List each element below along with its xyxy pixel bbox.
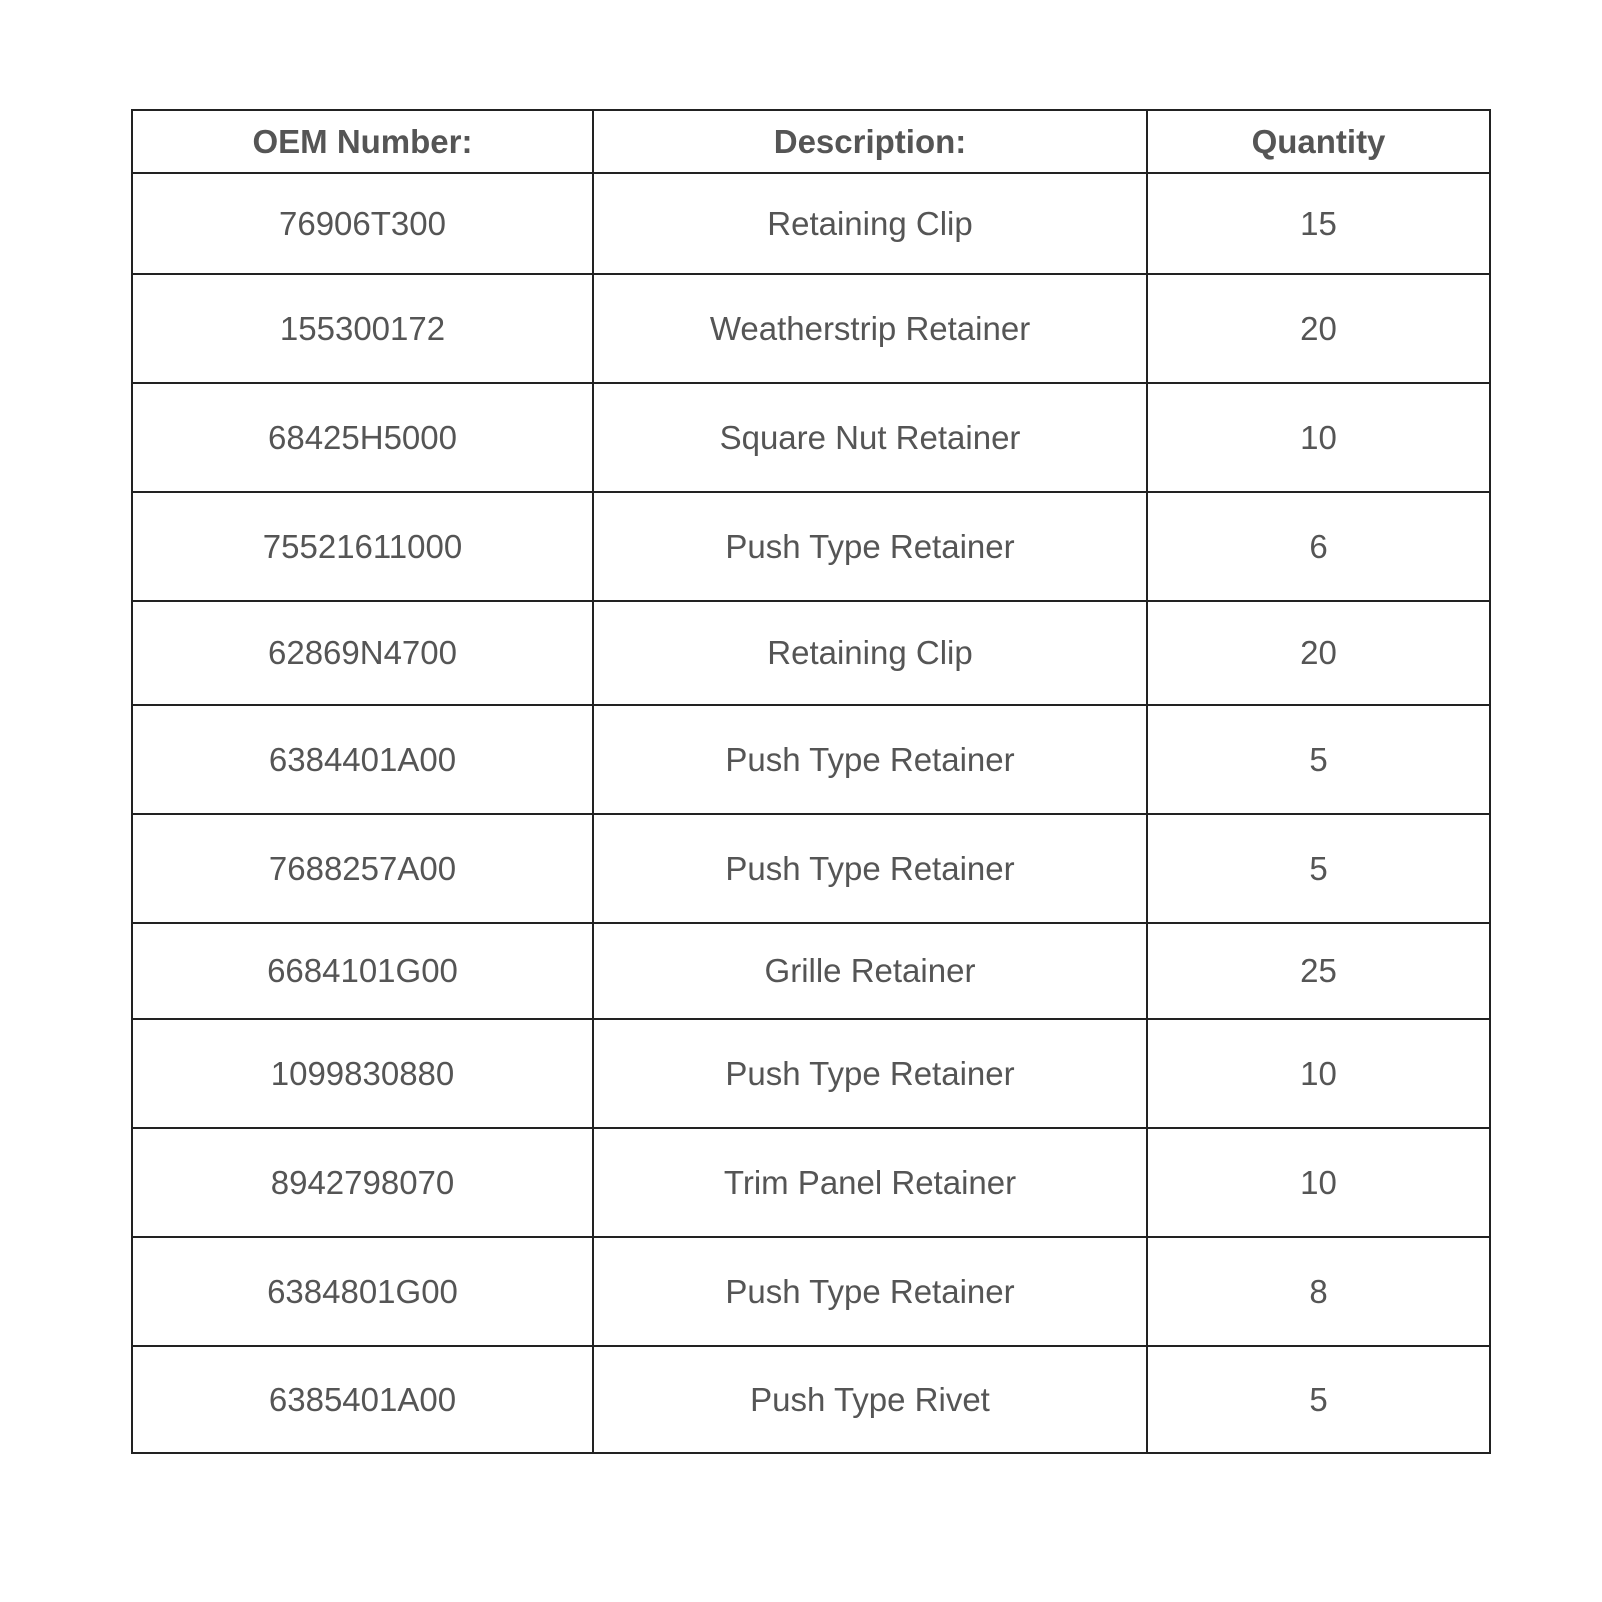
quantity-cell: 15 (1147, 173, 1490, 274)
description-cell: Retaining Clip (593, 601, 1147, 705)
oem-number-cell: 1099830880 (132, 1019, 593, 1128)
description-cell: Retaining Clip (593, 173, 1147, 274)
description-cell: Push Type Rivet (593, 1346, 1147, 1453)
header-oem-number: OEM Number: (132, 110, 593, 173)
oem-number-cell: 68425H5000 (132, 383, 593, 492)
oem-number-cell: 62869N4700 (132, 601, 593, 705)
description-cell: Square Nut Retainer (593, 383, 1147, 492)
oem-number-cell: 6384801G00 (132, 1237, 593, 1346)
oem-number-cell: 75521611000 (132, 492, 593, 601)
quantity-cell: 10 (1147, 1128, 1490, 1237)
table-body (132, 173, 1490, 1453)
parts-table (131, 109, 1491, 1454)
table-row (132, 274, 1490, 383)
description-cell: Trim Panel Retainer (593, 1128, 1147, 1237)
description-cell: Push Type Retainer (593, 492, 1147, 601)
quantity-cell: 6 (1147, 492, 1490, 601)
quantity-cell: 20 (1147, 274, 1490, 383)
table-row (132, 492, 1490, 601)
description-cell: Grille Retainer (593, 923, 1147, 1019)
table-row (132, 1019, 1490, 1128)
table-row (132, 705, 1490, 814)
table-row (132, 1346, 1490, 1453)
oem-number-cell: 155300172 (132, 274, 593, 383)
table-row (132, 1128, 1490, 1237)
table-row (132, 601, 1490, 705)
quantity-cell: 25 (1147, 923, 1490, 1019)
quantity-cell: 5 (1147, 705, 1490, 814)
table-row (132, 814, 1490, 923)
description-cell: Push Type Retainer (593, 705, 1147, 814)
description-cell: Push Type Retainer (593, 1237, 1147, 1346)
quantity-cell: 5 (1147, 1346, 1490, 1453)
table-row (132, 383, 1490, 492)
oem-number-cell: 7688257A00 (132, 814, 593, 923)
description-cell: Weatherstrip Retainer (593, 274, 1147, 383)
description-cell: Push Type Retainer (593, 1019, 1147, 1128)
oem-number-cell: 6384401A00 (132, 705, 593, 814)
table-row (132, 173, 1490, 274)
oem-number-cell: 6385401A00 (132, 1346, 593, 1453)
description-cell: Push Type Retainer (593, 814, 1147, 923)
table-row (132, 923, 1490, 1019)
oem-number-cell: 76906T300 (132, 173, 593, 274)
quantity-cell: 10 (1147, 383, 1490, 492)
header-quantity: Quantity (1147, 110, 1490, 173)
quantity-cell: 5 (1147, 814, 1490, 923)
header-row (132, 110, 1490, 173)
oem-number-cell: 6684101G00 (132, 923, 593, 1019)
quantity-cell: 20 (1147, 601, 1490, 705)
oem-number-cell: 8942798070 (132, 1128, 593, 1237)
quantity-cell: 8 (1147, 1237, 1490, 1346)
quantity-cell: 10 (1147, 1019, 1490, 1128)
table-row (132, 1237, 1490, 1346)
header-description: Description: (593, 110, 1147, 173)
